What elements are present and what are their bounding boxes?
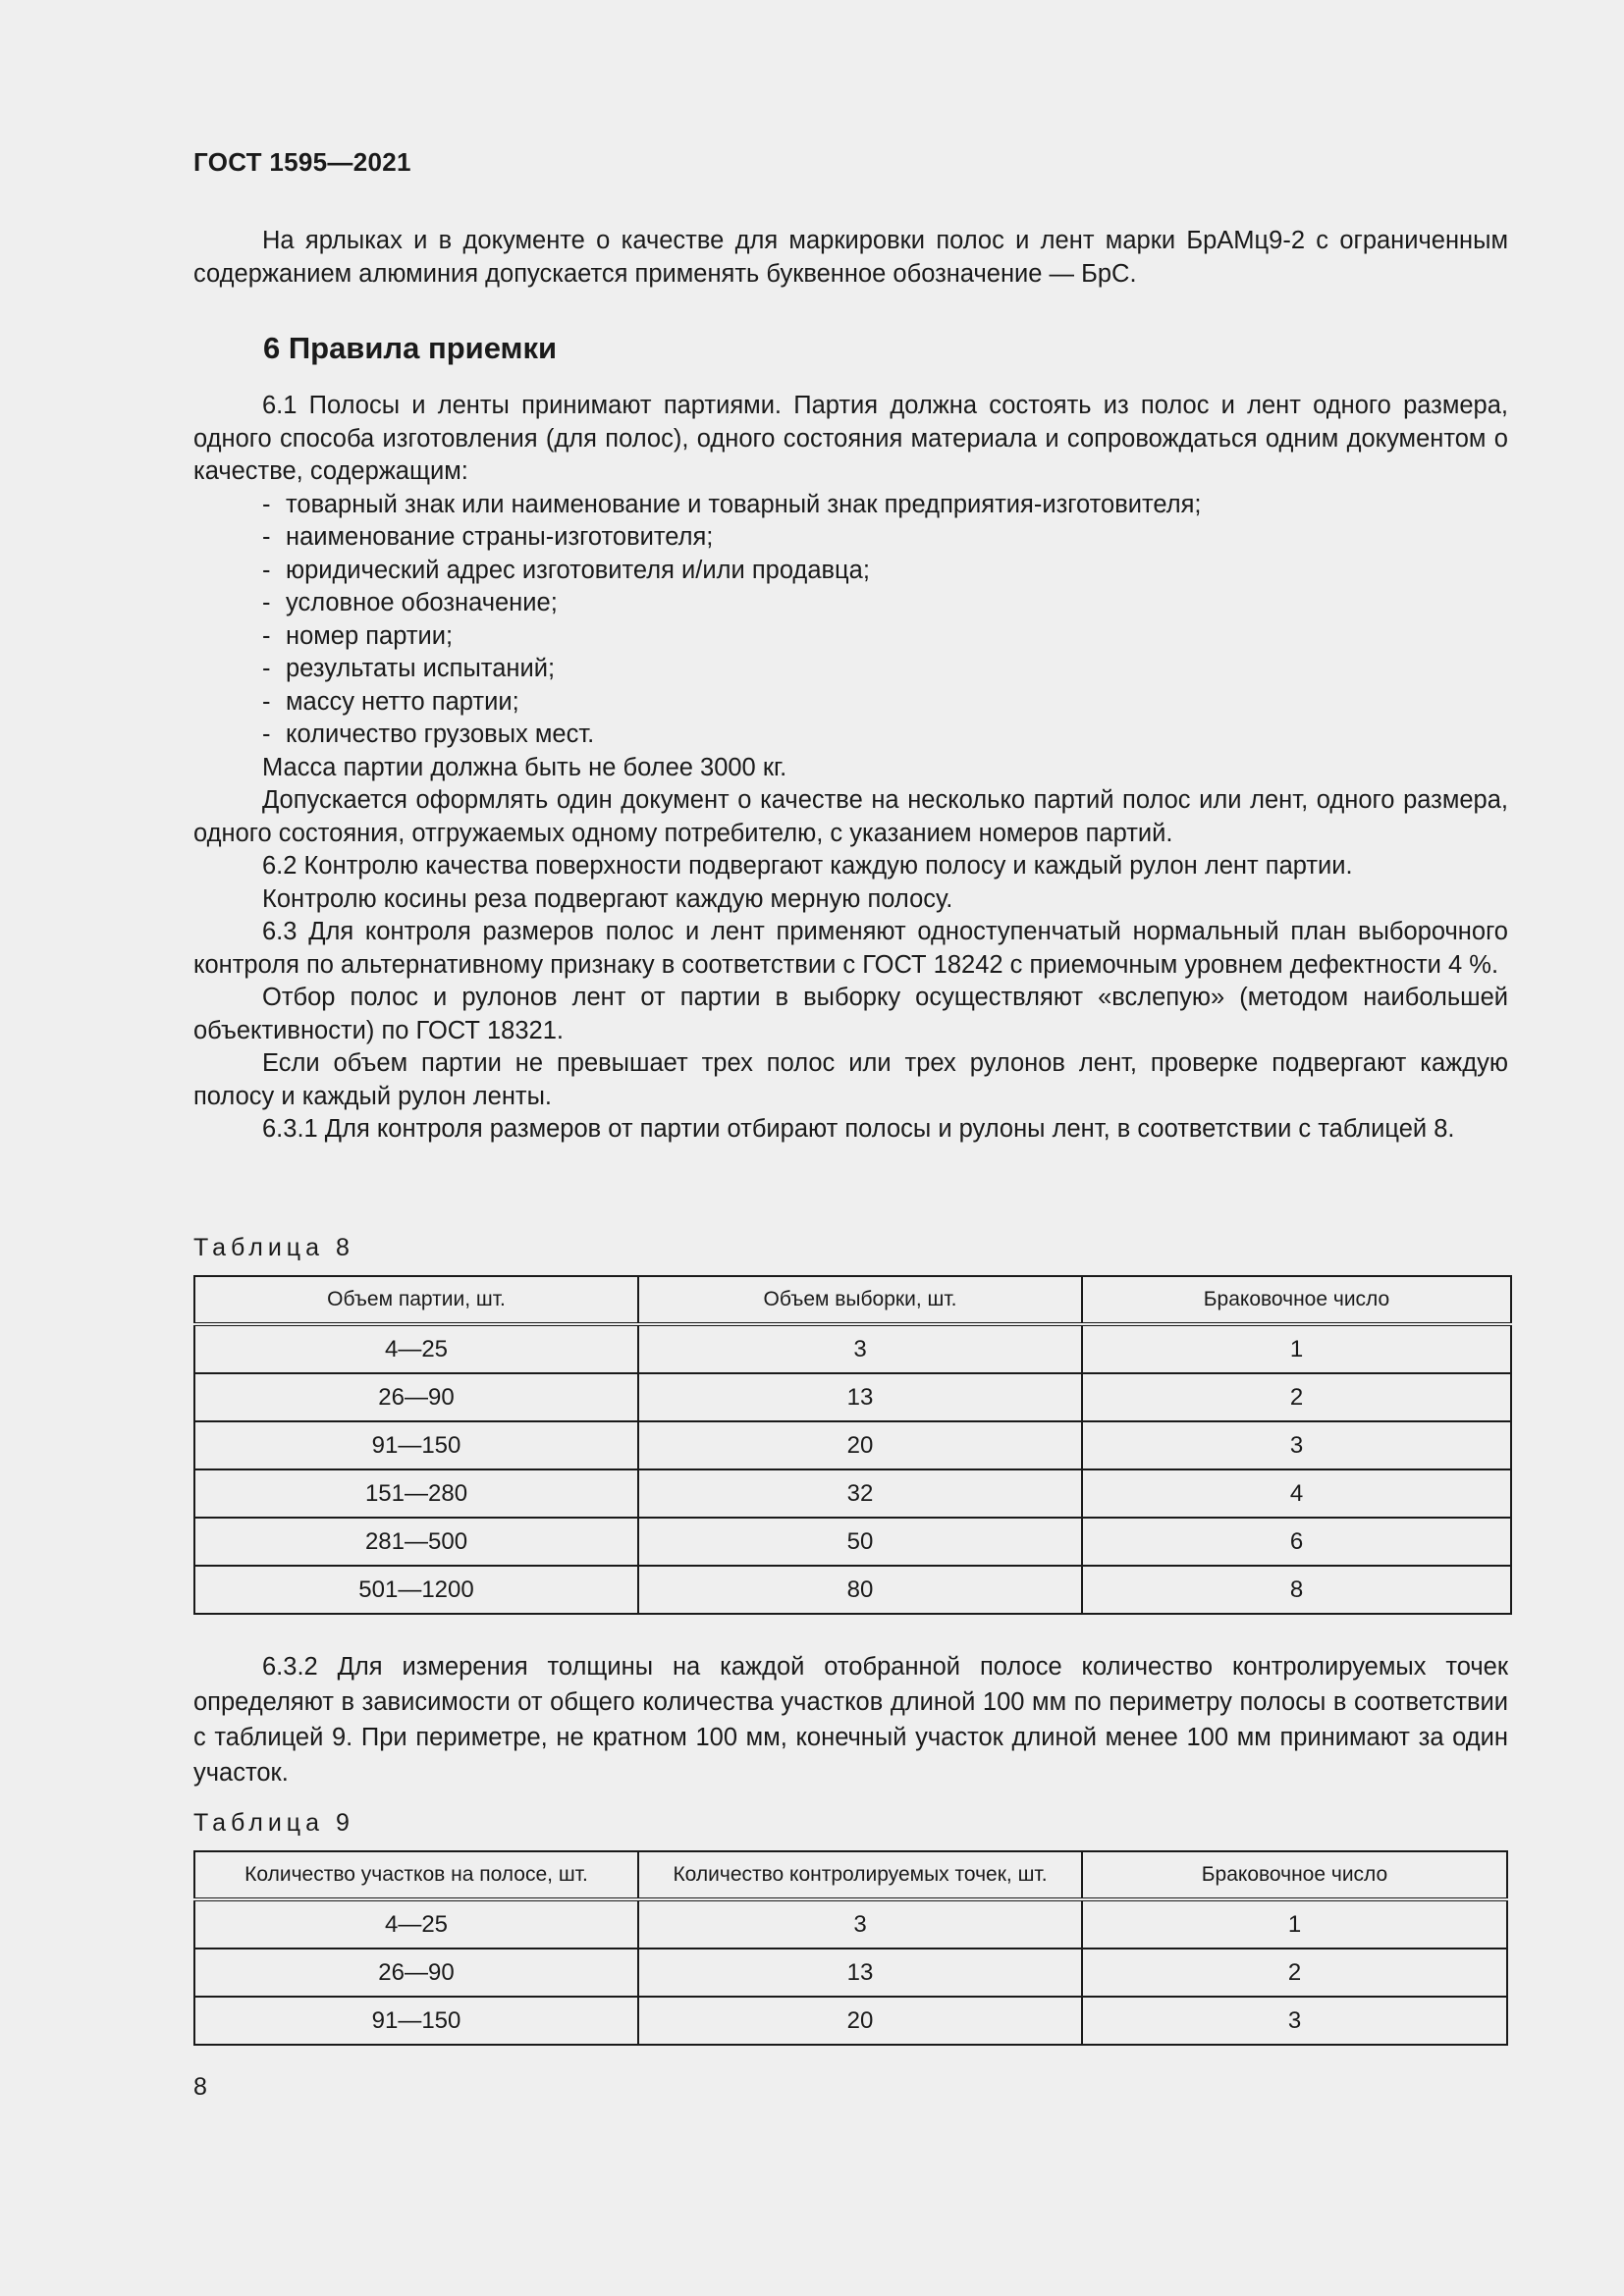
list-bullet-dash: -: [262, 589, 271, 616]
list-bullet-dash: -: [262, 556, 271, 584]
table-cell: 3: [638, 1324, 1082, 1373]
paragraph-6-3-2: 6.3.2 Для измерения толщины на каждой отобранной полосе количество контролируемых точек определяют в зависимости от общего количества участков длиной 100 мм по периметру полосы в соответствии с таблицей 9. При периметре, не кратном 100 мм, конечный участок длиной менее 100 мм принимают за один участок.: [193, 1653, 1508, 1787]
table-header-cell: Количество участков на полосе, шт.: [194, 1851, 638, 1899]
paragraph-esli: Если объем партии не превышает трех полос или трех рулонов лент, проверке подвергают каждую полосу и каждый рулон ленты.: [193, 1049, 1508, 1110]
table-header-cell: Браковочное число: [1082, 1276, 1511, 1324]
paragraph-6-3: 6.3 Для контроля размеров полос и лент применяют одноступенчатый нормальный план выборочного контроля по альтернативному признаку в соответствии с ГОСТ 18242 с приемочным уровнем дефектности 4 %.: [193, 918, 1508, 979]
table-cell: 1: [1082, 1899, 1507, 1949]
table-cell: 6: [1082, 1518, 1511, 1566]
table-row: [194, 1997, 1507, 2045]
table-row: [194, 1949, 1507, 1997]
table-cell: 20: [638, 1997, 1082, 2045]
list-item-text: юридический адрес изготовителя и/или продавца;: [286, 556, 870, 584]
list-item: [193, 719, 1508, 752]
table-cell: 4—25: [194, 1899, 638, 1949]
list-item: [193, 489, 1508, 522]
table-row: [194, 1373, 1511, 1421]
section-body-2: [193, 1649, 1508, 1790]
list-item-text: количество грузовых мест.: [286, 721, 595, 748]
list-item-text: результаты испытаний;: [286, 655, 556, 682]
table-row: [194, 1899, 1507, 1949]
list-item-text: массу нетто партии;: [286, 687, 519, 716]
list-item-text: товарный знак или наименование и товарный знак предприятия-изготовителя;: [286, 490, 1202, 518]
table-cell: 501—1200: [194, 1566, 638, 1614]
table-cell: 4: [1082, 1469, 1511, 1518]
table-header-row: [194, 1851, 1507, 1899]
page-number: 8: [193, 2073, 207, 2101]
paragraph-allow: Допускается оформлять один документ о качестве на несколько партий полос или лент, одного размера, одного состояния, отгружаемых одному потребителю, с указанием номеров партий.: [193, 786, 1508, 847]
list-item: [193, 587, 1508, 620]
paragraph-kosina: Контролю косины реза подвергают каждую мерную полосу.: [262, 884, 953, 913]
list-item: [193, 555, 1508, 588]
table-cell: 1: [1082, 1324, 1511, 1373]
table-cell: 91—150: [194, 1997, 638, 2045]
table-cell: 4—25: [194, 1324, 638, 1373]
list-item: [193, 686, 1508, 720]
list-bullet-dash: -: [262, 655, 271, 682]
list-bullet-dash: -: [262, 523, 271, 551]
table-header-cell: Объем выборки, шт.: [638, 1276, 1082, 1324]
table-9: [193, 1850, 1508, 2046]
table-header-cell: Браковочное число: [1082, 1851, 1507, 1899]
intro-paragraph: На ярлыках и в документе о качестве для маркировки полос и лент марки БрАМц9-2 с ограниченным содержанием алюминия допускается применять буквенное обозначение — БрС.: [193, 227, 1508, 288]
table-cell: 8: [1082, 1566, 1511, 1614]
table-cell: 151—280: [194, 1469, 638, 1518]
paragraph-6-2: 6.2 Контролю качества поверхности подвергают каждую полосу и каждый рулон лент партии.: [262, 852, 1353, 880]
table-header-cell: Объем партии, шт.: [194, 1276, 638, 1324]
list-item-text: условное обозначение;: [286, 589, 558, 616]
list-item: [193, 620, 1508, 654]
table-row: [194, 1566, 1511, 1614]
table-cell: 281—500: [194, 1518, 638, 1566]
table-cell: 13: [638, 1373, 1082, 1421]
paragraph-otbor: Отбор полос и рулонов лент от партии в выборку осуществляют «вслепую» (методом наибольшей объективности) по ГОСТ 18321.: [193, 984, 1508, 1044]
table-8: [193, 1275, 1512, 1615]
table-row: [194, 1421, 1511, 1469]
table-row: [194, 1324, 1511, 1373]
list-bullet-dash: -: [262, 721, 271, 748]
list-bullet-dash: -: [262, 621, 271, 650]
section-title: 6 Правила приемки: [263, 331, 558, 365]
table-cell: 91—150: [194, 1421, 638, 1469]
table-cell: 50: [638, 1518, 1082, 1566]
table-cell: 26—90: [194, 1949, 638, 1997]
table-8-caption: Таблица 8: [193, 1234, 354, 1261]
list-item-text: номер партии;: [286, 621, 454, 650]
intro-block: [193, 225, 1508, 291]
table-cell: 20: [638, 1421, 1082, 1469]
table-9-caption: Таблица 9: [193, 1809, 354, 1837]
table-row: [194, 1469, 1511, 1518]
table-cell: 32: [638, 1469, 1082, 1518]
paragraph-6-1: 6.1 Полосы и ленты принимают партиями. Партия должна состоять из полос и лент одного размера, одного способа изготовления (для полос), одного состояния материала и сопровождаться одним документом о качестве, содержащим:: [193, 392, 1508, 485]
list-bullet-dash: -: [262, 490, 271, 518]
table-cell: 3: [1082, 1997, 1507, 2045]
section-body: [193, 390, 1508, 1147]
paragraph-6-3-1: 6.3.1 Для контроля размеров от партии отбирают полосы и рулоны лент, в соответствии с таблицей 8.: [262, 1115, 1455, 1143]
list-bullet-dash: -: [262, 687, 271, 716]
table-cell: 26—90: [194, 1373, 638, 1421]
table-cell: 3: [638, 1899, 1082, 1949]
list-item: [193, 521, 1508, 555]
table-cell: 3: [1082, 1421, 1511, 1469]
table-cell: 13: [638, 1949, 1082, 1997]
table-cell: 2: [1082, 1949, 1507, 1997]
table-header-row: [194, 1276, 1511, 1324]
list-item: [193, 653, 1508, 686]
table-cell: 2: [1082, 1373, 1511, 1421]
requirements-list: [193, 489, 1508, 752]
document-header: ГОСТ 1595—2021: [193, 147, 411, 177]
paragraph-mass: Масса партии должна быть не более 3000 кг.: [262, 753, 787, 781]
list-item-text: наименование страны-изготовителя;: [286, 523, 714, 551]
table-header-cell: Количество контролируемых точек, шт.: [638, 1851, 1082, 1899]
table-row: [194, 1518, 1511, 1566]
table-cell: 80: [638, 1566, 1082, 1614]
